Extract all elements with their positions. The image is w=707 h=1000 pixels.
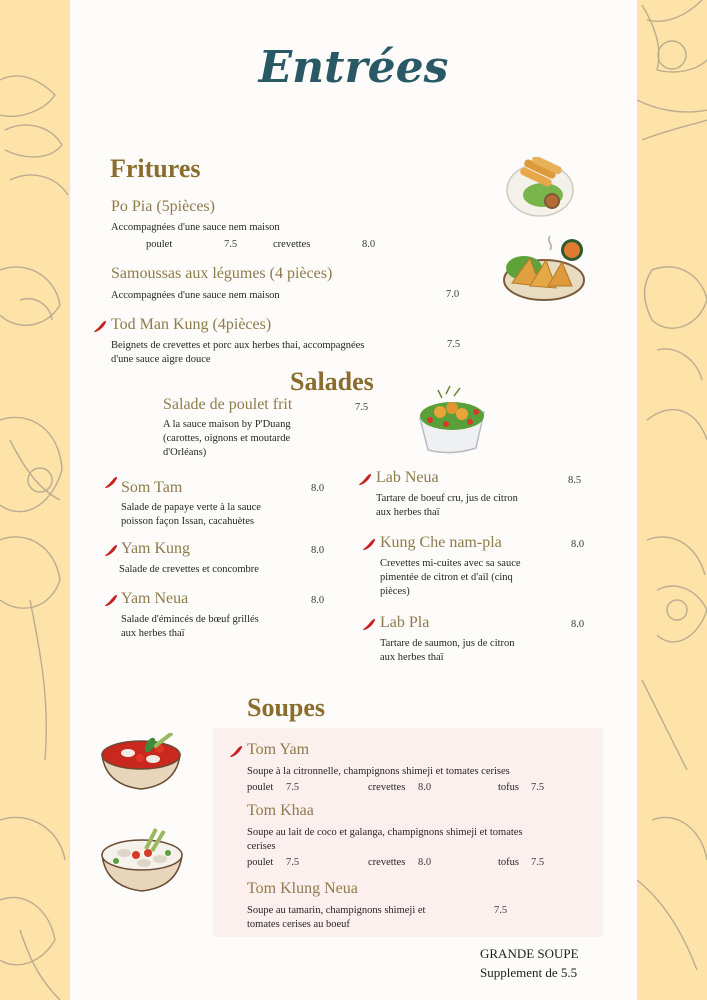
option-price-crevettes: 8.0	[362, 239, 376, 250]
chili-icon	[104, 543, 118, 557]
item-price-yam-neua: 8.0	[311, 595, 325, 606]
chili-icon	[362, 617, 376, 631]
option-label-poulet: poulet	[146, 239, 173, 250]
item-desc-tom-khaa-2: cerises	[247, 841, 276, 852]
item-desc-tom-yam: Soupe à la citronnelle, champignons shimeji et tomates cerises	[247, 766, 510, 777]
item-desc-tod-man-kung-1: Beignets de crevettes et porc aux herbes thai, accompagnées	[111, 340, 365, 351]
section-title-salades: Salades	[290, 367, 374, 396]
page-title: Entrées	[258, 42, 449, 93]
item-price-salade-poulet-frit: 7.5	[355, 402, 369, 413]
spring-rolls-plate-image	[505, 157, 575, 219]
option-price-poulet: 7.5	[286, 782, 300, 793]
item-desc-lab-neua-1: Tartare de boeuf cru, jus de citron	[376, 493, 518, 504]
floral-decoration-left	[0, 0, 70, 1000]
option-label-poulet: poulet	[247, 857, 274, 868]
item-desc-po-pia: Accompagnées d'une sauce nem maison	[111, 222, 280, 233]
item-price-samoussas: 7.0	[446, 289, 460, 300]
option-price-crevettes: 8.0	[418, 782, 432, 793]
item-name-samoussas: Samoussas aux légumes (4 pièces)	[111, 265, 333, 282]
grande-soupe-note-title: GRANDE SOUPE	[480, 946, 579, 961]
grande-soupe-note-supplement: Supplement de 5.5	[480, 965, 578, 980]
tom-yam-bowl-image	[98, 733, 184, 795]
item-price-kung-che-nam-pla: 8.0	[571, 539, 585, 550]
item-desc-lab-pla-1: Tartare de saumon, jus de citron	[380, 638, 515, 649]
item-desc-tom-khaa-1: Soupe au lait de coco et galanga, champignons shimeji et tomates	[247, 827, 523, 838]
item-desc-salade-poulet-frit-3: d'Orléans)	[163, 447, 207, 458]
samosas-plate-image	[502, 228, 588, 304]
item-name-salade-poulet-frit: Salade de poulet frit	[163, 396, 293, 413]
item-name-tod-man-kung: Tod Man Kung (4pièces)	[111, 316, 272, 333]
item-price-lab-neua: 8.5	[568, 475, 582, 486]
salad-bowl-image	[416, 382, 488, 458]
item-name-po-pia: Po Pia (5pièces)	[111, 198, 215, 215]
item-desc-samoussas: Accompagnées d'une sauce nem maison	[111, 290, 280, 301]
item-desc-tod-man-kung-2: d'une sauce aigre douce	[111, 354, 211, 365]
item-desc-salade-poulet-frit-2: (carottes, oignons et moutarde	[163, 433, 291, 444]
option-label-crevettes: crevettes	[368, 782, 406, 793]
item-desc-kung-che-nam-pla-1: Crevettes mi-cuites avec sa sauce	[380, 558, 521, 569]
chili-icon	[104, 593, 118, 607]
option-price-crevettes: 8.0	[418, 857, 432, 868]
item-name-lab-neua: Lab Neua	[376, 469, 439, 486]
item-desc-yam-kung-1: Salade de crevettes et concombre	[119, 564, 259, 575]
option-label-crevettes: crevettes	[273, 239, 311, 250]
item-desc-salade-poulet-frit-1: A la sauce maison by P'Duang	[163, 419, 291, 430]
option-label-poulet: poulet	[247, 782, 274, 793]
option-label-crevettes: crevettes	[368, 857, 406, 868]
item-desc-yam-neua-1: Salade d'émincés de bœuf grillés	[121, 614, 259, 625]
chili-icon	[362, 537, 376, 551]
item-desc-som-tam-1: Salade de papaye verte à la sauce	[121, 502, 261, 513]
chili-icon	[229, 744, 243, 758]
item-desc-kung-che-nam-pla-2: pimentée de citron et d'ail (cinq	[380, 572, 513, 583]
option-price-poulet: 7.5	[286, 857, 300, 868]
item-name-tom-khaa: Tom Khaa	[247, 802, 314, 819]
option-price-poulet: 7.5	[224, 239, 238, 250]
option-label-tofus: tofus	[498, 782, 519, 793]
item-desc-som-tam-2: poisson façon Issan, cacahuètes	[121, 516, 254, 527]
item-name-yam-neua: Yam Neua	[121, 590, 189, 607]
chili-icon	[358, 472, 372, 486]
section-title-soupes: Soupes	[247, 693, 326, 722]
item-desc-kung-che-nam-pla-3: pièces)	[380, 586, 410, 597]
item-desc-yam-neua-2: aux herbes thaï	[121, 628, 185, 639]
chili-icon	[93, 319, 107, 333]
item-price-som-tam: 8.0	[311, 483, 325, 494]
item-price-tod-man-kung: 7.5	[447, 339, 461, 350]
item-price-tom-klung-neua: 7.5	[494, 905, 508, 916]
tom-khaa-bowl-image	[98, 825, 186, 895]
chili-icon	[104, 475, 118, 489]
item-price-lab-pla: 8.0	[571, 619, 585, 630]
item-desc-tom-klung-neua-2: tomates cerises au boeuf	[247, 919, 350, 930]
item-name-yam-kung: Yam Kung	[121, 540, 191, 557]
option-price-tofus: 7.5	[531, 857, 545, 868]
item-desc-lab-neua-2: aux herbes thaï	[376, 507, 440, 518]
item-desc-lab-pla-2: aux herbes thaï	[380, 652, 444, 663]
option-label-tofus: tofus	[498, 857, 519, 868]
item-desc-tom-klung-neua-1: Soupe au tamarin, champignons shimeji et	[247, 905, 426, 916]
option-price-tofus: 7.5	[531, 782, 545, 793]
item-name-tom-klung-neua: Tom Klung Neua	[247, 880, 358, 897]
item-name-lab-pla: Lab Pla	[380, 614, 430, 631]
item-price-yam-kung: 8.0	[311, 545, 325, 556]
item-name-tom-yam: Tom Yam	[247, 741, 310, 758]
floral-decoration-right	[637, 0, 707, 1000]
item-name-som-tam: Som Tam	[121, 479, 183, 496]
section-title-fritures: Fritures	[110, 154, 201, 183]
item-name-kung-che-nam-pla: Kung Che nam-pla	[380, 534, 502, 551]
